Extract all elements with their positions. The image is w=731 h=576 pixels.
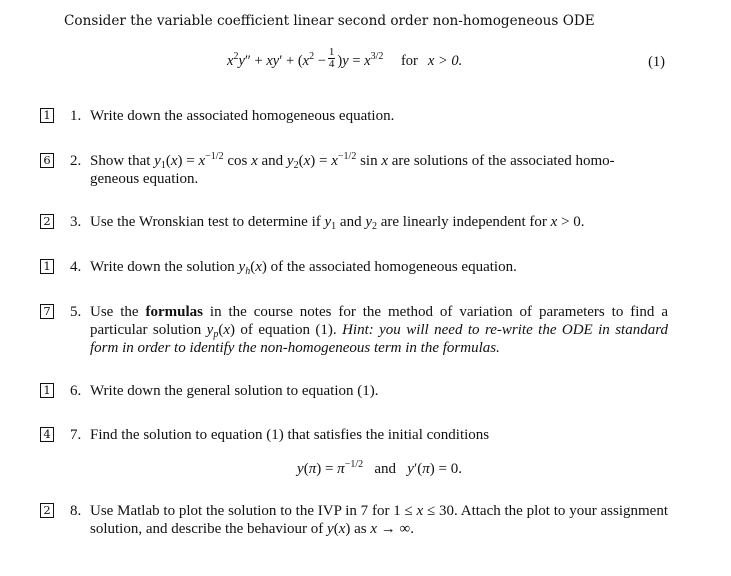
question-item: [40, 426, 680, 446]
initial-conditions: $y(\pi) = \pi^{-1/2}$ and y′(π) = 0.: [297, 459, 462, 477]
question-text: Use the Wronskian test to determine if $y_1$ and $y_2$ are linearly independent for x > 0.: [90, 214, 585, 232]
question-number: 8.: [70, 503, 82, 519]
points-box: 7: [40, 304, 54, 319]
intro-text: Consider the variable coefficient linear second order non-homogeneous ODE: [64, 13, 595, 29]
question-number: 1.: [70, 108, 82, 124]
points-box: 4: [40, 427, 54, 442]
question-text: Write down the general solution to equation (1).: [90, 383, 379, 399]
question-text: Write down the associated homogeneous equation.: [90, 108, 395, 124]
question-text: Use the formulas in the course notes for the method of variation of parameters to find a particular solution $y_p(x)$ of equation (1). Hint: you will need to re-write the ODE in standard form in order to identify the non-homogeneous term in the formulas.: [90, 304, 669, 356]
question-item: [40, 303, 680, 359]
points-box: 2: [40, 214, 54, 229]
question-item: [40, 502, 680, 540]
ic-and: and: [374, 461, 397, 477]
condition-word: for: [400, 52, 418, 69]
points-box: 2: [40, 503, 54, 518]
question-number: 3.: [70, 214, 82, 230]
condition: x > 0.: [427, 52, 463, 69]
question-item: [40, 213, 680, 233]
equation-tag: (1): [648, 54, 665, 70]
points-box: 6: [40, 153, 54, 168]
question-number: 7.: [70, 427, 82, 443]
question-text: Use Matlab to plot the solution to the IVP in 7 for 1 ≤ x ≤ 30. Attach the plot to your assignment solution, and describe the behaviour of y(x) as x → ∞.: [90, 503, 668, 537]
question-item: [40, 107, 680, 127]
question-item: [40, 152, 680, 190]
main-equation: [0, 44, 731, 80]
question-number: 2.: [70, 153, 82, 169]
question-number: 5.: [70, 304, 82, 320]
question-number: 6.: [70, 383, 82, 399]
question-number: 4.: [70, 259, 82, 275]
ode-expression: $x^2y'' + xy' + (x^2$ − $\frac{1}{4}$ )$y = x^{3/2}$ for x > 0.: [227, 46, 463, 70]
question-text: Write down the solution $y_h(x)$ of the associated homogeneous equation.: [90, 259, 517, 277]
bold-keyword: formulas: [145, 304, 203, 320]
points-box: 1: [40, 108, 54, 123]
points-box: 1: [40, 259, 54, 274]
question-item: [40, 382, 680, 402]
question-item: [40, 258, 680, 278]
hint-text: Hint: you will need to re-write the ODE in standard form in order to identify the non-homogeneous term in the formulas.: [90, 322, 669, 356]
question-text: Show that $y_1(x) = x^{-1/2}$ cos x and $y_2(x) = x^{-1/2}$ sin x are solutions of the associated homo- geneous equation.: [90, 151, 615, 187]
points-box: 1: [40, 383, 54, 398]
question-text: Find the solution to equation (1) that satisfies the initial conditions: [90, 427, 490, 443]
